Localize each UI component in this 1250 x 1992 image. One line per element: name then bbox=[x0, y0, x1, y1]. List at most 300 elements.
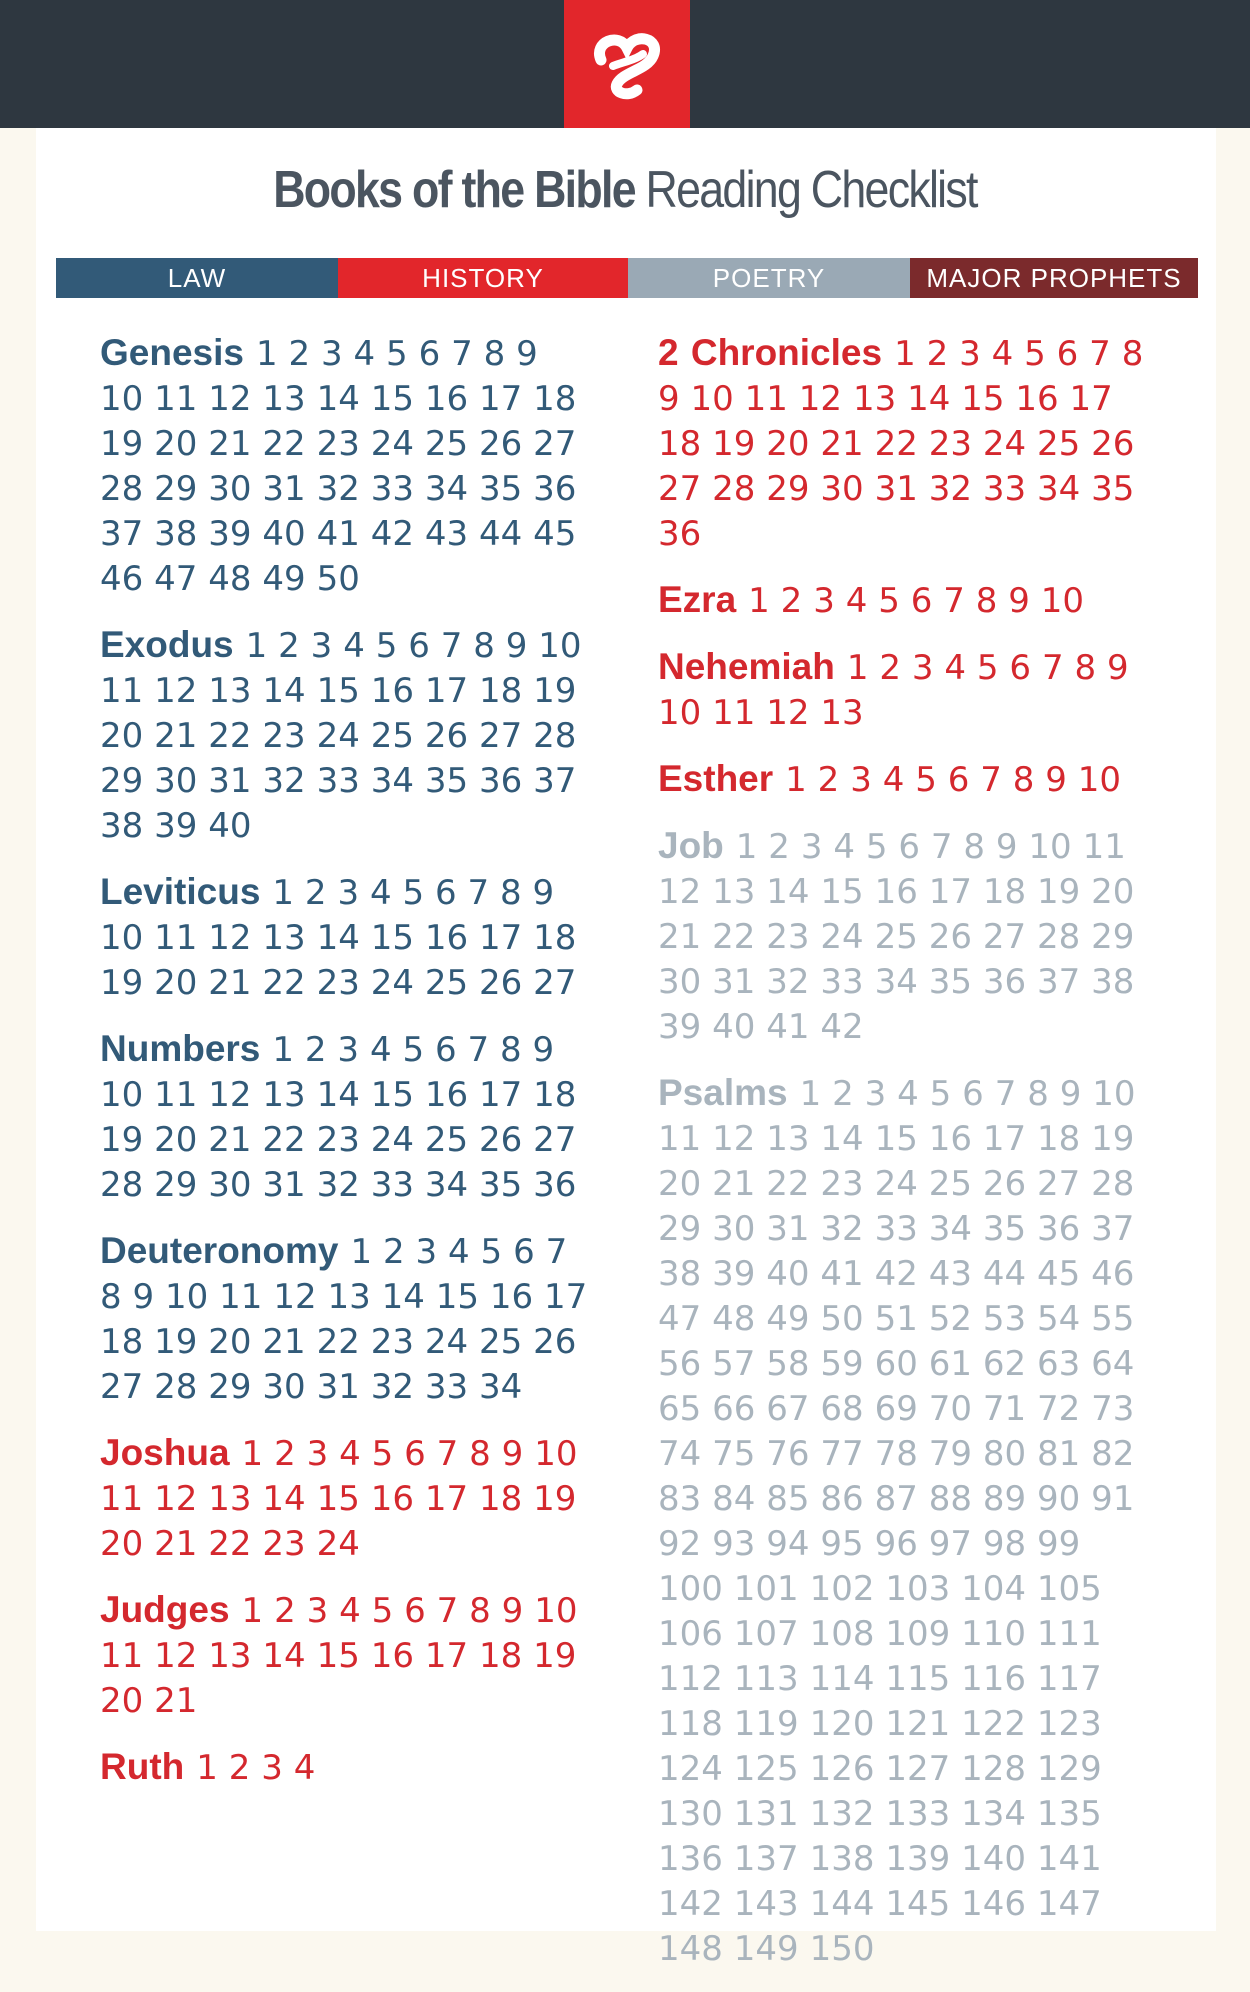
chapter-checkbox[interactable]: 24 bbox=[316, 1524, 360, 1564]
chapter-checkbox[interactable]: 26 bbox=[424, 716, 469, 756]
chapter-checkbox[interactable]: 15 bbox=[820, 872, 864, 912]
chapter-checkbox[interactable]: 11 bbox=[744, 379, 788, 419]
chapter-checkbox[interactable]: 2 bbox=[304, 873, 327, 913]
chapter-checkbox[interactable]: 5 bbox=[371, 1591, 394, 1631]
chapter-checkbox[interactable]: 12 bbox=[154, 1479, 198, 1519]
chapter-checkbox[interactable]: 40 bbox=[712, 1007, 756, 1047]
chapter-checkbox[interactable]: 8 bbox=[963, 827, 986, 867]
chapter-checkbox[interactable]: 3 bbox=[813, 581, 835, 621]
chapter-checkbox[interactable]: 4 bbox=[882, 760, 905, 800]
chapter-checkbox[interactable]: 136 bbox=[658, 1839, 723, 1879]
chapter-checkbox[interactable]: 7 bbox=[943, 581, 965, 621]
chapter-checkbox[interactable]: 31 bbox=[874, 469, 918, 509]
chapter-checkbox[interactable]: 37 bbox=[533, 761, 577, 801]
chapter-checkbox[interactable]: 34 bbox=[424, 1165, 469, 1205]
chapter-checkbox[interactable]: 18 bbox=[478, 671, 523, 711]
chapter-checkbox[interactable]: 6 bbox=[962, 1074, 984, 1114]
chapter-checkbox[interactable]: 4 bbox=[897, 1074, 919, 1114]
chapter-checkbox[interactable]: 9 bbox=[1106, 648, 1129, 688]
chapter-checkbox[interactable]: 11 bbox=[658, 1119, 702, 1159]
chapter-checkbox[interactable]: 103 bbox=[885, 1569, 951, 1609]
chapter-checkbox[interactable]: 95 bbox=[820, 1524, 864, 1564]
chapter-checkbox[interactable]: 45 bbox=[1036, 1254, 1081, 1294]
chapter-checkbox[interactable]: 33 bbox=[370, 1165, 414, 1205]
chapter-checkbox[interactable]: 36 bbox=[478, 761, 523, 801]
chapter-checkbox[interactable]: 15 bbox=[961, 379, 1005, 419]
chapter-checkbox[interactable]: 17 bbox=[478, 1075, 523, 1115]
chapter-checkbox[interactable]: 22 bbox=[262, 1120, 306, 1160]
chapter-checkbox[interactable]: 2 bbox=[879, 648, 901, 688]
chapter-checkbox[interactable]: 3 bbox=[306, 1434, 329, 1474]
chapter-checkbox[interactable]: 28 bbox=[100, 469, 144, 509]
chapter-checkbox[interactable]: 30 bbox=[154, 761, 198, 801]
chapter-checkbox[interactable]: 23 bbox=[766, 917, 810, 957]
chapter-checkbox[interactable]: 5 bbox=[375, 626, 398, 666]
chapter-checkbox[interactable]: 9 bbox=[532, 1030, 555, 1070]
chapter-checkbox[interactable]: 102 bbox=[809, 1569, 875, 1609]
chapter-checkbox[interactable]: 25 bbox=[928, 1164, 972, 1204]
chapter-checkbox[interactable]: 12 bbox=[154, 671, 198, 711]
chapter-checkbox[interactable]: 74 bbox=[658, 1434, 702, 1474]
chapter-checkbox[interactable]: 48 bbox=[208, 559, 252, 599]
chapter-checkbox[interactable]: 19 bbox=[154, 1322, 198, 1362]
chapter-checkbox[interactable]: 10 bbox=[100, 1075, 144, 1115]
chapter-checkbox[interactable]: 1 bbox=[241, 1591, 264, 1631]
chapter-checkbox[interactable]: 35 bbox=[982, 1209, 1027, 1249]
chapter-checkbox[interactable]: 78 bbox=[874, 1434, 918, 1474]
chapter-checkbox[interactable]: 16 bbox=[928, 1119, 972, 1159]
chapter-checkbox[interactable]: 9 bbox=[505, 626, 528, 666]
chapter-checkbox[interactable]: 4 bbox=[369, 873, 392, 913]
chapter-checkbox[interactable]: 50 bbox=[820, 1299, 864, 1339]
chapter-checkbox[interactable]: 9 bbox=[995, 827, 1018, 867]
chapter-checkbox[interactable]: 17 bbox=[928, 872, 972, 912]
chapter-checkbox[interactable]: 25 bbox=[424, 1120, 469, 1160]
chapter-checkbox[interactable]: 5 bbox=[915, 760, 937, 800]
chapter-checkbox[interactable]: 26 bbox=[928, 917, 972, 957]
chapter-checkbox[interactable]: 3 bbox=[337, 1030, 360, 1070]
chapter-checkbox[interactable]: 27 bbox=[533, 963, 577, 1003]
chapter-checkbox[interactable]: 25 bbox=[478, 1322, 523, 1362]
chapter-checkbox[interactable]: 5 bbox=[402, 1030, 425, 1070]
chapter-checkbox[interactable]: 12 bbox=[712, 1119, 756, 1159]
chapter-checkbox[interactable]: 16 bbox=[489, 1277, 534, 1317]
chapter-checkbox[interactable]: 28 bbox=[1091, 1164, 1135, 1204]
chapter-checkbox[interactable]: 17 bbox=[424, 1636, 469, 1676]
chapter-checkbox[interactable]: 7 bbox=[1041, 648, 1064, 688]
chapter-checkbox[interactable]: 7 bbox=[436, 1591, 459, 1631]
chapter-checkbox[interactable]: 2 bbox=[288, 334, 311, 374]
chapter-checkbox[interactable]: 49 bbox=[766, 1299, 810, 1339]
chapter-checkbox[interactable]: 18 bbox=[533, 379, 577, 419]
chapter-checkbox[interactable]: 8 bbox=[975, 581, 998, 621]
chapter-checkbox[interactable]: 1 bbox=[272, 873, 295, 913]
chapter-checkbox[interactable]: 135 bbox=[1036, 1794, 1102, 1834]
chapter-checkbox[interactable]: 11 bbox=[219, 1277, 263, 1317]
chapter-checkbox[interactable]: 9 bbox=[532, 873, 555, 913]
chapter-checkbox[interactable]: 34 bbox=[928, 1209, 972, 1249]
chapter-checkbox[interactable]: 53 bbox=[982, 1299, 1027, 1339]
chapter-checkbox[interactable]: 25 bbox=[424, 424, 469, 464]
chapter-checkbox[interactable]: 44 bbox=[478, 514, 523, 554]
chapter-checkbox[interactable]: 92 bbox=[658, 1524, 702, 1564]
chapter-checkbox[interactable]: 23 bbox=[262, 716, 306, 756]
chapter-checkbox[interactable]: 35 bbox=[424, 761, 469, 801]
chapter-checkbox[interactable]: 21 bbox=[712, 1164, 756, 1204]
chapter-checkbox[interactable]: 1 bbox=[241, 1434, 264, 1474]
chapter-checkbox[interactable]: 31 bbox=[262, 1165, 306, 1205]
chapter-checkbox[interactable]: 6 bbox=[434, 1030, 457, 1070]
chapter-checkbox[interactable]: 2 bbox=[383, 1232, 405, 1272]
chapter-checkbox[interactable]: 16 bbox=[370, 1636, 414, 1676]
chapter-checkbox[interactable]: 97 bbox=[928, 1524, 972, 1564]
chapter-checkbox[interactable]: 6 bbox=[1056, 334, 1079, 374]
chapter-checkbox[interactable]: 19 bbox=[533, 671, 577, 711]
chapter-checkbox[interactable]: 35 bbox=[1091, 469, 1135, 509]
chapter-checkbox[interactable]: 63 bbox=[1036, 1344, 1081, 1384]
chapter-checkbox[interactable]: 76 bbox=[766, 1434, 810, 1474]
chapter-checkbox[interactable]: 34 bbox=[874, 962, 918, 1002]
chapter-checkbox[interactable]: 146 bbox=[961, 1884, 1027, 1924]
chapter-checkbox[interactable]: 12 bbox=[798, 379, 843, 419]
chapter-checkbox[interactable]: 28 bbox=[712, 469, 756, 509]
chapter-checkbox[interactable]: 5 bbox=[386, 334, 408, 374]
chapter-checkbox[interactable]: 20 bbox=[100, 716, 144, 756]
chapter-checkbox[interactable]: 9 bbox=[1008, 581, 1030, 621]
chapter-checkbox[interactable]: 18 bbox=[982, 872, 1027, 912]
chapter-checkbox[interactable]: 20 bbox=[154, 963, 198, 1003]
chapter-checkbox[interactable]: 140 bbox=[961, 1839, 1027, 1879]
chapter-checkbox[interactable]: 6 bbox=[404, 1591, 426, 1631]
chapter-checkbox[interactable]: 5 bbox=[865, 827, 888, 867]
chapter-checkbox[interactable]: 8 bbox=[500, 873, 522, 913]
chapter-checkbox[interactable]: 12 bbox=[766, 693, 810, 733]
chapter-checkbox[interactable]: 15 bbox=[370, 1075, 414, 1115]
chapter-checkbox[interactable]: 11 bbox=[100, 671, 144, 711]
chapter-checkbox[interactable]: 30 bbox=[208, 469, 252, 509]
chapter-checkbox[interactable]: 27 bbox=[533, 424, 577, 464]
chapter-checkbox[interactable]: 8 bbox=[483, 334, 506, 374]
chapter-checkbox[interactable]: 23 bbox=[316, 1120, 360, 1160]
chapter-checkbox[interactable]: 5 bbox=[1024, 334, 1046, 374]
chapter-checkbox[interactable]: 30 bbox=[820, 469, 864, 509]
chapter-checkbox[interactable]: 14 bbox=[316, 918, 360, 958]
chapter-checkbox[interactable]: 3 bbox=[850, 760, 872, 800]
chapter-checkbox[interactable]: 99 bbox=[1036, 1524, 1081, 1564]
chapter-checkbox[interactable]: 45 bbox=[533, 514, 577, 554]
chapter-checkbox[interactable]: 17 bbox=[1069, 379, 1113, 419]
chapter-checkbox[interactable]: 30 bbox=[262, 1367, 306, 1407]
chapter-checkbox[interactable]: 9 bbox=[516, 334, 538, 374]
chapter-checkbox[interactable]: 18 bbox=[533, 918, 577, 958]
chapter-checkbox[interactable]: 98 bbox=[982, 1524, 1027, 1564]
chapter-checkbox[interactable]: 26 bbox=[478, 963, 523, 1003]
chapter-checkbox[interactable]: 28 bbox=[154, 1367, 198, 1407]
chapter-checkbox[interactable]: 131 bbox=[733, 1794, 799, 1834]
chapter-checkbox[interactable]: 52 bbox=[928, 1299, 972, 1339]
chapter-checkbox[interactable]: 26 bbox=[1091, 424, 1135, 464]
chapter-checkbox[interactable]: 19 bbox=[1036, 872, 1081, 912]
chapter-checkbox[interactable]: 9 bbox=[1059, 1074, 1082, 1114]
chapter-checkbox[interactable]: 6 bbox=[1009, 648, 1032, 688]
chapter-checkbox[interactable]: 11 bbox=[1082, 827, 1126, 867]
chapter-checkbox[interactable]: 10 bbox=[534, 1434, 578, 1474]
chapter-checkbox[interactable]: 65 bbox=[658, 1389, 702, 1429]
chapter-checkbox[interactable]: 36 bbox=[533, 1165, 577, 1205]
chapter-checkbox[interactable]: 17 bbox=[424, 1479, 469, 1519]
chapter-checkbox[interactable]: 9 bbox=[1045, 760, 1067, 800]
chapter-checkbox[interactable]: 3 bbox=[864, 1074, 887, 1114]
chapter-checkbox[interactable]: 30 bbox=[208, 1165, 252, 1205]
chapter-checkbox[interactable]: 29 bbox=[766, 469, 810, 509]
chapter-checkbox[interactable]: 17 bbox=[424, 671, 469, 711]
chapter-checkbox[interactable]: 5 bbox=[929, 1074, 952, 1114]
chapter-checkbox[interactable]: 27 bbox=[1036, 1164, 1081, 1204]
chapter-checkbox[interactable]: 18 bbox=[100, 1322, 144, 1362]
chapter-checkbox[interactable]: 3 bbox=[310, 626, 333, 666]
chapter-checkbox[interactable]: 20 bbox=[1091, 872, 1135, 912]
chapter-checkbox[interactable]: 42 bbox=[874, 1254, 918, 1294]
chapter-checkbox[interactable]: 16 bbox=[424, 918, 469, 958]
chapter-checkbox[interactable]: 11 bbox=[154, 1075, 198, 1115]
chapter-checkbox[interactable]: 94 bbox=[766, 1524, 810, 1564]
chapter-checkbox[interactable]: 24 bbox=[424, 1322, 469, 1362]
chapter-checkbox[interactable]: 84 bbox=[712, 1479, 756, 1519]
chapter-checkbox[interactable]: 47 bbox=[658, 1299, 702, 1339]
chapter-checkbox[interactable]: 1 bbox=[735, 827, 758, 867]
chapter-checkbox[interactable]: 22 bbox=[712, 917, 756, 957]
chapter-checkbox[interactable]: 41 bbox=[766, 1007, 810, 1047]
chapter-checkbox[interactable]: 40 bbox=[208, 806, 252, 846]
chapter-checkbox[interactable]: 3 bbox=[959, 334, 981, 374]
chapter-checkbox[interactable]: 24 bbox=[820, 917, 864, 957]
chapter-checkbox[interactable]: 23 bbox=[370, 1322, 414, 1362]
chapter-checkbox[interactable]: 13 bbox=[820, 693, 864, 733]
chapter-checkbox[interactable]: 4 bbox=[845, 581, 868, 621]
chapter-checkbox[interactable]: 132 bbox=[809, 1794, 875, 1834]
chapter-checkbox[interactable]: 46 bbox=[100, 559, 144, 599]
chapter-checkbox[interactable]: 15 bbox=[874, 1119, 918, 1159]
chapter-checkbox[interactable]: 16 bbox=[370, 671, 414, 711]
chapter-checkbox[interactable]: 41 bbox=[820, 1254, 864, 1294]
chapter-checkbox[interactable]: 3 bbox=[337, 873, 360, 913]
chapter-checkbox[interactable]: 143 bbox=[733, 1884, 799, 1924]
chapter-checkbox[interactable]: 7 bbox=[930, 827, 953, 867]
chapter-checkbox[interactable]: 127 bbox=[885, 1749, 951, 1789]
chapter-checkbox[interactable]: 38 bbox=[658, 1254, 702, 1294]
chapter-checkbox[interactable]: 8 bbox=[473, 626, 495, 666]
chapter-checkbox[interactable]: 35 bbox=[478, 1165, 523, 1205]
chapter-checkbox[interactable]: 22 bbox=[262, 424, 306, 464]
chapter-checkbox[interactable]: 36 bbox=[533, 469, 577, 509]
chapter-checkbox[interactable]: 24 bbox=[316, 716, 360, 756]
chapter-checkbox[interactable]: 13 bbox=[262, 918, 306, 958]
chapter-checkbox[interactable]: 29 bbox=[154, 469, 198, 509]
chapter-checkbox[interactable]: 22 bbox=[208, 1524, 252, 1564]
chapter-checkbox[interactable]: 19 bbox=[1091, 1119, 1135, 1159]
chapter-checkbox[interactable]: 1 bbox=[748, 581, 770, 621]
chapter-checkbox[interactable]: 25 bbox=[874, 917, 918, 957]
chapter-checkbox[interactable]: 4 bbox=[339, 1434, 361, 1474]
chapter-checkbox[interactable]: 12 bbox=[273, 1277, 317, 1317]
chapter-checkbox[interactable]: 1 bbox=[846, 648, 869, 688]
chapter-checkbox[interactable]: 149 bbox=[733, 1929, 799, 1969]
chapter-checkbox[interactable]: 120 bbox=[809, 1704, 875, 1744]
chapter-checkbox[interactable]: 32 bbox=[766, 962, 810, 1002]
chapter-checkbox[interactable]: 16 bbox=[370, 1479, 414, 1519]
chapter-checkbox[interactable]: 39 bbox=[658, 1007, 702, 1047]
chapter-checkbox[interactable]: 6 bbox=[408, 626, 430, 666]
chapter-checkbox[interactable]: 109 bbox=[885, 1614, 951, 1654]
chapter-checkbox[interactable]: 150 bbox=[809, 1929, 875, 1969]
chapter-checkbox[interactable]: 100 bbox=[658, 1569, 723, 1609]
chapter-checkbox[interactable]: 148 bbox=[658, 1929, 723, 1969]
chapter-checkbox[interactable]: 123 bbox=[1036, 1704, 1102, 1744]
chapter-checkbox[interactable]: 48 bbox=[712, 1299, 756, 1339]
chapter-checkbox[interactable]: 56 bbox=[658, 1344, 702, 1384]
chapter-checkbox[interactable]: 6 bbox=[418, 334, 441, 374]
chapter-checkbox[interactable]: 9 bbox=[658, 379, 680, 419]
chapter-checkbox[interactable]: 50 bbox=[316, 559, 360, 599]
chapter-checkbox[interactable]: 34 bbox=[424, 469, 469, 509]
chapter-checkbox[interactable]: 2 bbox=[768, 827, 790, 867]
chapter-checkbox[interactable]: 8 bbox=[1012, 760, 1035, 800]
chapter-checkbox[interactable]: 104 bbox=[961, 1569, 1027, 1609]
chapter-checkbox[interactable]: 58 bbox=[766, 1344, 810, 1384]
chapter-checkbox[interactable]: 14 bbox=[907, 379, 951, 419]
chapter-checkbox[interactable]: 13 bbox=[262, 379, 306, 419]
chapter-checkbox[interactable]: 125 bbox=[733, 1749, 799, 1789]
chapter-checkbox[interactable]: 23 bbox=[262, 1524, 306, 1564]
chapter-checkbox[interactable]: 30 bbox=[712, 1209, 756, 1249]
chapter-checkbox[interactable]: 134 bbox=[961, 1794, 1027, 1834]
chapter-checkbox[interactable]: 8 bbox=[100, 1277, 122, 1317]
chapter-checkbox[interactable]: 86 bbox=[820, 1479, 864, 1519]
chapter-checkbox[interactable]: 6 bbox=[910, 581, 933, 621]
chapter-checkbox[interactable]: 3 bbox=[415, 1232, 438, 1272]
chapter-checkbox[interactable]: 33 bbox=[370, 469, 414, 509]
chapter-checkbox[interactable]: 14 bbox=[316, 379, 360, 419]
chapter-checkbox[interactable]: 29 bbox=[100, 761, 144, 801]
chapter-checkbox[interactable]: 29 bbox=[208, 1367, 252, 1407]
chapter-checkbox[interactable]: 19 bbox=[533, 1636, 577, 1676]
chapter-checkbox[interactable]: 10 bbox=[534, 1591, 578, 1631]
chapter-checkbox[interactable]: 18 bbox=[1036, 1119, 1081, 1159]
chapter-checkbox[interactable]: 34 bbox=[370, 761, 414, 801]
chapter-checkbox[interactable]: 13 bbox=[327, 1277, 371, 1317]
chapter-checkbox[interactable]: 72 bbox=[1036, 1389, 1081, 1429]
chapter-checkbox[interactable]: 81 bbox=[1036, 1434, 1081, 1474]
chapter-checkbox[interactable]: 12 bbox=[208, 1075, 252, 1115]
chapter-checkbox[interactable]: 24 bbox=[370, 424, 414, 464]
chapter-checkbox[interactable]: 20 bbox=[766, 424, 810, 464]
chapter-checkbox[interactable]: 20 bbox=[154, 1120, 198, 1160]
chapter-checkbox[interactable]: 115 bbox=[885, 1659, 951, 1699]
chapter-checkbox[interactable]: 122 bbox=[961, 1704, 1027, 1744]
chapter-checkbox[interactable]: 19 bbox=[100, 963, 144, 1003]
chapter-checkbox[interactable]: 6 bbox=[513, 1232, 535, 1272]
chapter-checkbox[interactable]: 8 bbox=[1074, 648, 1097, 688]
chapter-checkbox[interactable]: 64 bbox=[1091, 1344, 1135, 1384]
chapter-checkbox[interactable]: 80 bbox=[982, 1434, 1027, 1474]
chapter-checkbox[interactable]: 16 bbox=[874, 872, 918, 912]
chapter-checkbox[interactable]: 2 bbox=[278, 626, 300, 666]
chapter-checkbox[interactable]: 101 bbox=[733, 1569, 799, 1609]
chapter-checkbox[interactable]: 7 bbox=[467, 873, 490, 913]
chapter-checkbox[interactable]: 19 bbox=[100, 424, 144, 464]
chapter-checkbox[interactable]: 17 bbox=[544, 1277, 588, 1317]
chapter-checkbox[interactable]: 10 bbox=[1028, 827, 1072, 867]
chapter-checkbox[interactable]: 15 bbox=[316, 1636, 360, 1676]
chapter-checkbox[interactable]: 126 bbox=[809, 1749, 875, 1789]
chapter-checkbox[interactable]: 2 bbox=[274, 1591, 296, 1631]
chapter-checkbox[interactable]: 37 bbox=[100, 514, 144, 554]
chapter-checkbox[interactable]: 37 bbox=[1036, 962, 1081, 1002]
chapter-checkbox[interactable]: 28 bbox=[100, 1165, 144, 1205]
chapter-checkbox[interactable]: 18 bbox=[658, 424, 702, 464]
chapter-checkbox[interactable]: 62 bbox=[982, 1344, 1027, 1384]
chapter-checkbox[interactable]: 27 bbox=[100, 1367, 144, 1407]
chapter-checkbox[interactable]: 19 bbox=[533, 1479, 577, 1519]
chapter-checkbox[interactable]: 40 bbox=[766, 1254, 810, 1294]
chapter-checkbox[interactable]: 16 bbox=[424, 1075, 469, 1115]
chapter-checkbox[interactable]: 7 bbox=[451, 334, 473, 374]
chapter-checkbox[interactable]: 82 bbox=[1091, 1434, 1135, 1474]
chapter-checkbox[interactable]: 26 bbox=[982, 1164, 1027, 1204]
chapter-checkbox[interactable]: 51 bbox=[874, 1299, 918, 1339]
chapter-checkbox[interactable]: 25 bbox=[424, 963, 469, 1003]
chapter-checkbox[interactable]: 28 bbox=[1036, 917, 1081, 957]
chapter-checkbox[interactable]: 43 bbox=[928, 1254, 972, 1294]
chapter-checkbox[interactable]: 8 bbox=[469, 1591, 491, 1631]
chapter-checkbox[interactable]: 39 bbox=[154, 806, 198, 846]
chapter-checkbox[interactable]: 21 bbox=[208, 963, 252, 1003]
chapter-checkbox[interactable]: 4 bbox=[369, 1030, 392, 1070]
chapter-checkbox[interactable]: 10 bbox=[1092, 1074, 1136, 1114]
chapter-checkbox[interactable]: 30 bbox=[658, 962, 702, 1002]
chapter-checkbox[interactable]: 16 bbox=[1015, 379, 1059, 419]
chapter-checkbox[interactable]: 11 bbox=[100, 1636, 144, 1676]
chapter-checkbox[interactable]: 42 bbox=[370, 514, 414, 554]
chapter-checkbox[interactable]: 32 bbox=[316, 469, 360, 509]
chapter-checkbox[interactable]: 5 bbox=[480, 1232, 503, 1272]
chapter-checkbox[interactable]: 15 bbox=[370, 379, 414, 419]
chapter-checkbox[interactable]: 6 bbox=[434, 873, 457, 913]
chapter-checkbox[interactable]: 96 bbox=[874, 1524, 918, 1564]
chapter-checkbox[interactable]: 4 bbox=[293, 1748, 316, 1788]
chapter-checkbox[interactable]: 7 bbox=[980, 760, 1002, 800]
chapter-checkbox[interactable]: 22 bbox=[262, 963, 306, 1003]
chapter-checkbox[interactable]: 21 bbox=[154, 1681, 198, 1721]
chapter-checkbox[interactable]: 24 bbox=[370, 1120, 414, 1160]
chapter-checkbox[interactable]: 11 bbox=[154, 379, 198, 419]
chapter-checkbox[interactable]: 14 bbox=[262, 671, 306, 711]
chapter-checkbox[interactable]: 12 bbox=[208, 379, 252, 419]
chapter-checkbox[interactable]: 36 bbox=[658, 514, 702, 554]
chapter-checkbox[interactable]: 12 bbox=[658, 872, 702, 912]
chapter-checkbox[interactable]: 10 bbox=[100, 379, 144, 419]
chapter-checkbox[interactable]: 27 bbox=[658, 469, 702, 509]
chapter-checkbox[interactable]: 27 bbox=[478, 716, 523, 756]
chapter-checkbox[interactable]: 1 bbox=[196, 1748, 218, 1788]
chapter-checkbox[interactable]: 25 bbox=[1036, 424, 1081, 464]
chapter-checkbox[interactable]: 19 bbox=[712, 424, 756, 464]
chapter-checkbox[interactable]: 88 bbox=[928, 1479, 972, 1519]
chapter-checkbox[interactable]: 39 bbox=[208, 514, 252, 554]
chapter-checkbox[interactable]: 73 bbox=[1091, 1389, 1135, 1429]
chapter-checkbox[interactable]: 16 bbox=[424, 379, 469, 419]
chapter-checkbox[interactable]: 2 bbox=[274, 1434, 296, 1474]
